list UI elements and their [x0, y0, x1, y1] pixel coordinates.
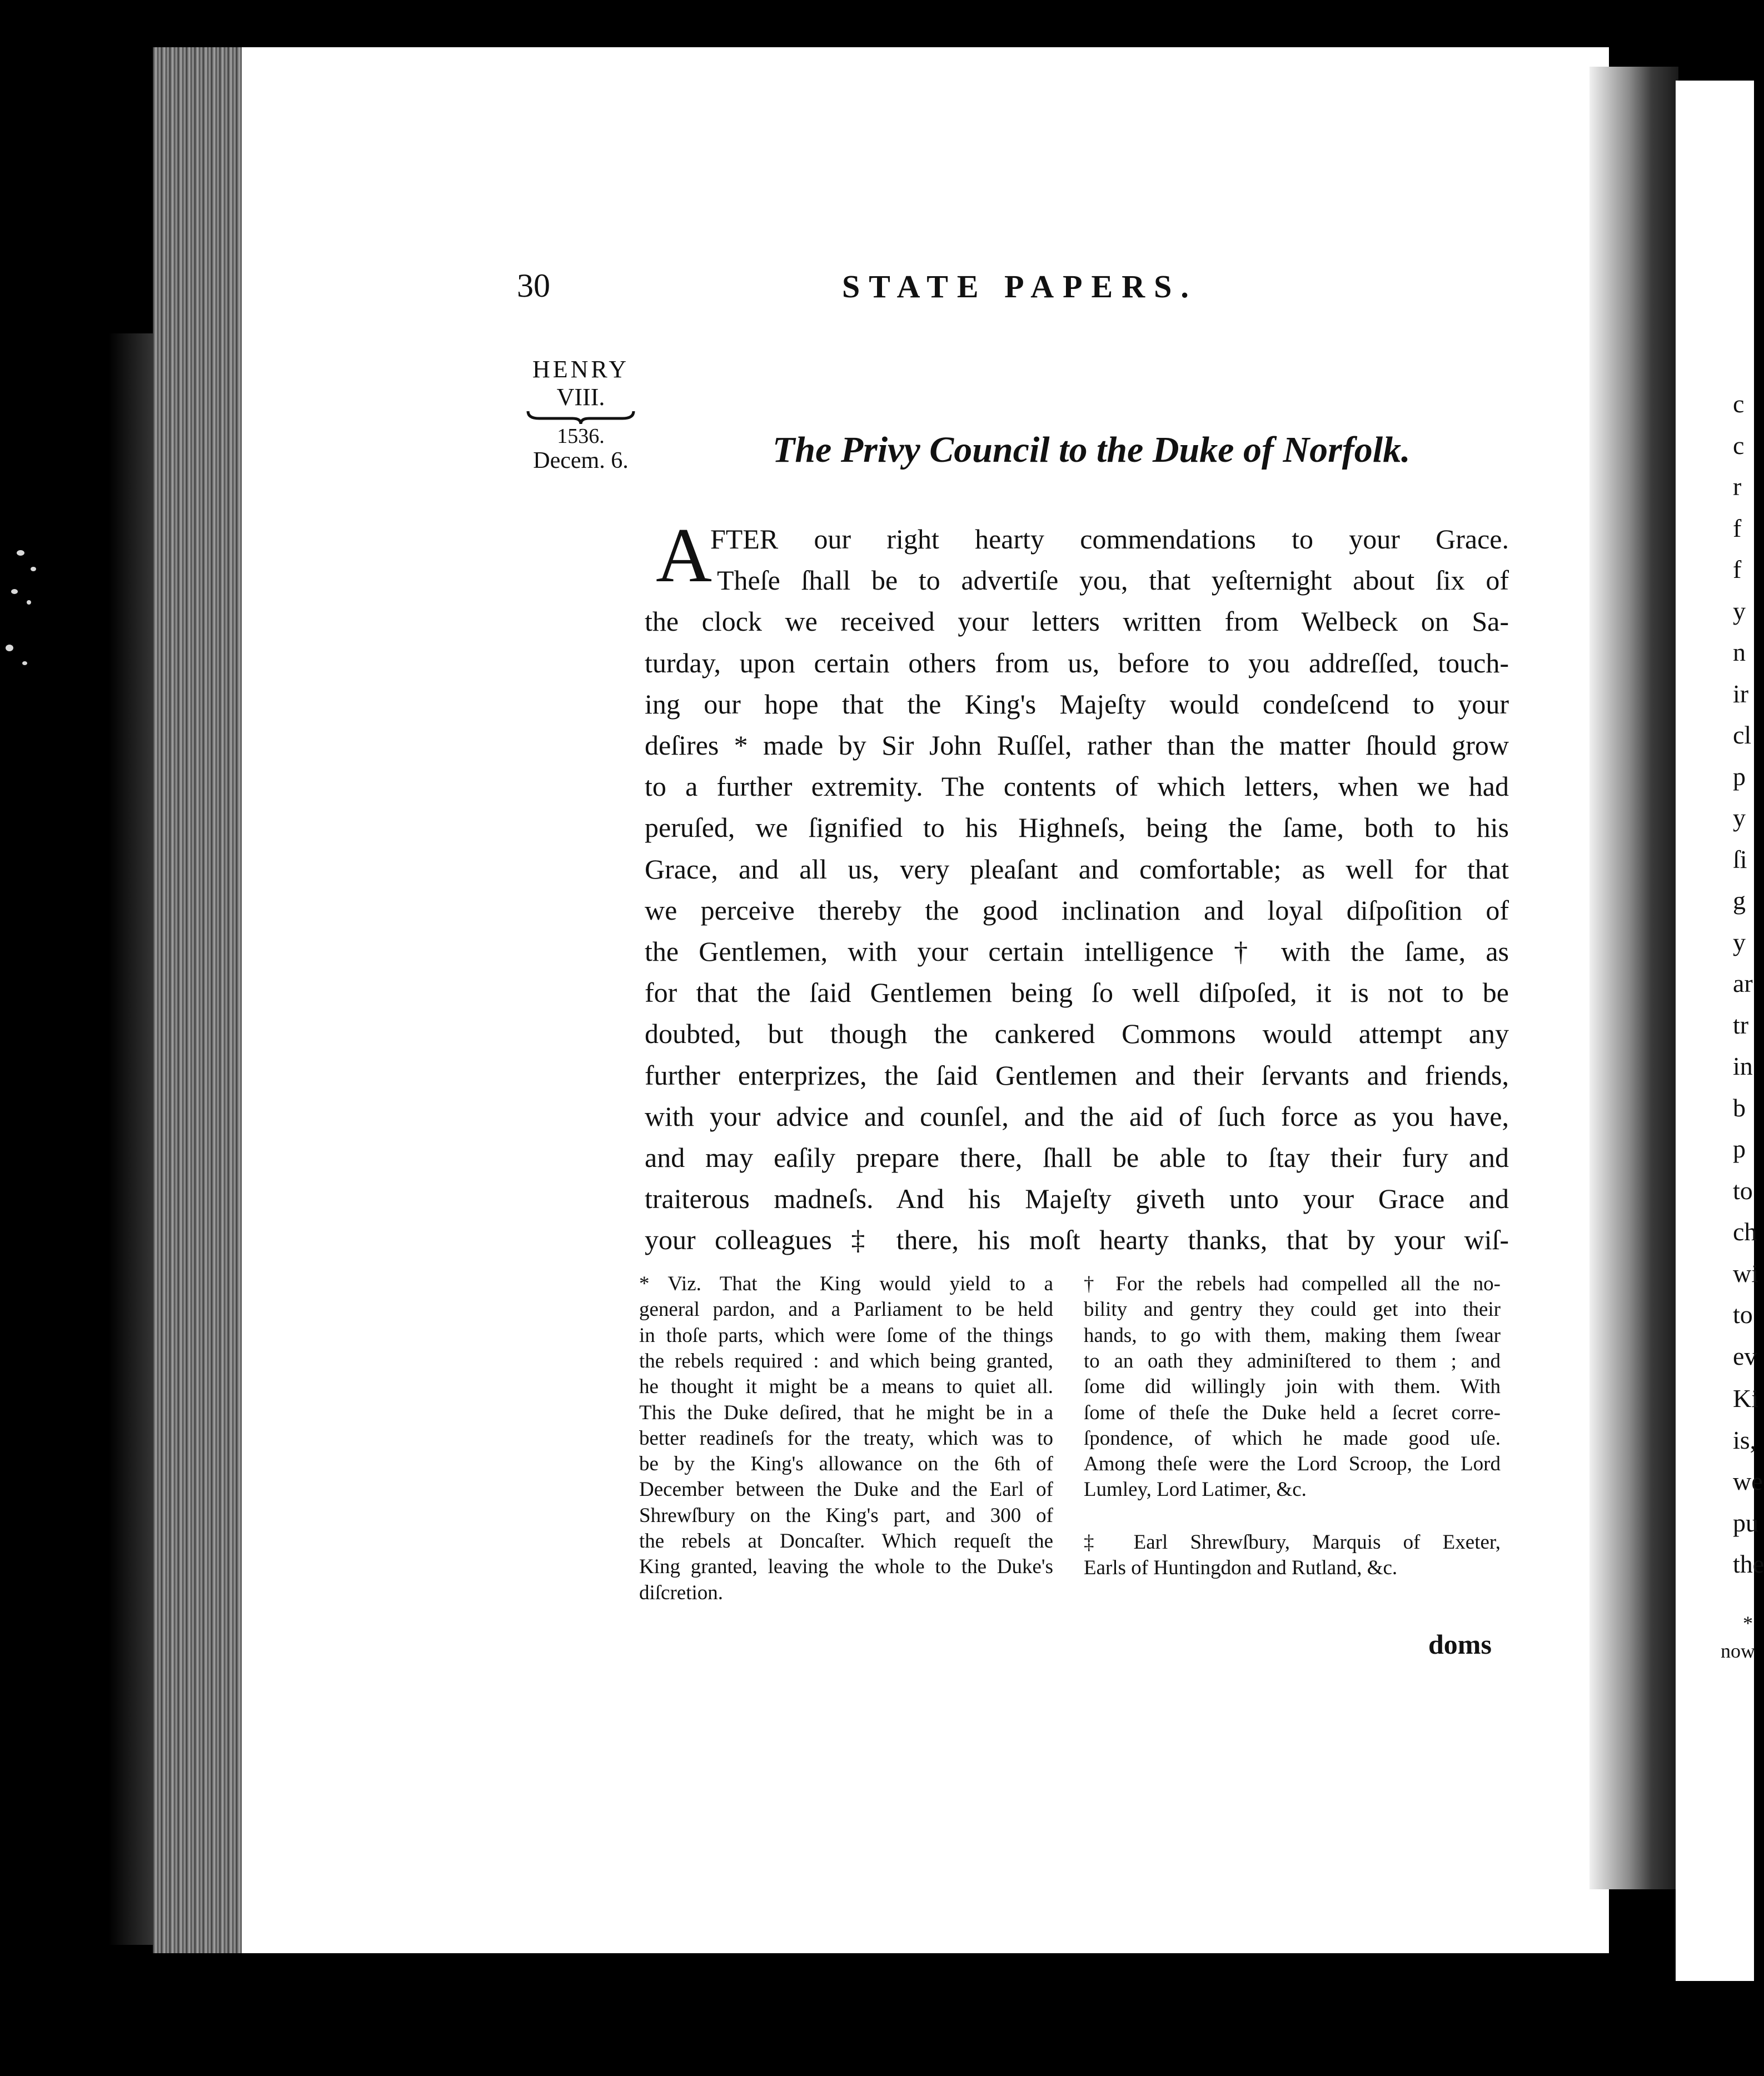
body-line: doubted, but though the cankered Commons would attempt any [645, 1018, 1509, 1050]
footnote-line: Lumley, Lord Latimer, &c. [1084, 1478, 1307, 1501]
brace-icon [525, 408, 636, 425]
body-line: we perceive thereby the good inclination and loyal diſpoſition of [645, 894, 1509, 926]
facing-line-fragment: the [1733, 1550, 1764, 1578]
body-line: the clock we received your letters written from Welbeck on Sa- [645, 606, 1509, 637]
footnote-line: to an oath they adminiſtered to them ; and [1084, 1349, 1501, 1373]
catchword: doms [1428, 1629, 1492, 1660]
body-line: peruſed, we ſignified to his Highneſs, being the ſame, both to his [645, 812, 1509, 844]
facing-line-fragment: Ki [1733, 1384, 1758, 1413]
facing-line-fragment: f [1733, 555, 1742, 583]
body-line: FTER our right hearty commendations to your Grace. [710, 523, 1509, 555]
facing-line-fragment: ir [1733, 679, 1749, 708]
running-head: STATE PAPERS. [842, 268, 1198, 305]
body-line: ing our hope that the King's Majeſty would condeſcend to your [645, 688, 1509, 720]
body-line: Theſe ſhall be to advertiſe you, that yeſternight about ſix of [717, 565, 1509, 596]
footnote-line: * Viz. That the King would yield to a [639, 1272, 1053, 1295]
footnote-line: diſcretion. [639, 1581, 724, 1604]
facing-line-fragment: y [1733, 927, 1746, 956]
gutter-shadow [1589, 67, 1678, 1889]
facing-line-fragment: b [1733, 1093, 1746, 1122]
facing-line-fragment: y [1733, 596, 1746, 625]
margin-note-year: 1536. [557, 425, 605, 448]
margin-note-regnal: VIII. [556, 383, 605, 411]
margin-note-date: Decem. 6. [533, 448, 629, 473]
facing-line-fragment: to [1733, 1176, 1753, 1205]
footnote-line: Shrewſbury on the King's part, and 300 of [639, 1504, 1053, 1527]
facing-line-fragment: p [1733, 1135, 1746, 1163]
footnote-line: general pardon, and a Parliament to be held [639, 1298, 1053, 1321]
facing-line-fragment: ch [1733, 1217, 1757, 1246]
body-line: traiterous madneſs. And his Majeſty giveth unto your Grace and [645, 1183, 1509, 1215]
scan-specks [0, 528, 50, 695]
facing-line-fragment: r [1733, 472, 1742, 501]
facing-line-fragment: we [1733, 1467, 1763, 1495]
footnote-line: bility and gentry they could get into their [1084, 1298, 1501, 1321]
footnote-line: December between the Duke and the Earl of [639, 1478, 1053, 1501]
body-line: your colleagues ‡ there, his moſt hearty thanks, that by your wiſ- [645, 1224, 1509, 1256]
letter-title: The Privy Council to the Duke of Norfolk. [773, 430, 1411, 470]
footnote-line: ſome did willingly join with them. With [1084, 1375, 1501, 1399]
facing-line-fragment: ſi [1733, 845, 1747, 874]
footnote-line: † For the rebels had compelled all the no- [1084, 1272, 1501, 1295]
facing-line-fragment: in [1733, 1052, 1753, 1080]
margin-note-king: HENRY [532, 356, 630, 383]
page-number: 30 [517, 267, 550, 304]
facing-line-fragment: f [1733, 513, 1742, 542]
footnote-line: hands, to go with them, making them ſwear [1084, 1324, 1501, 1347]
footnote-line: the rebels at Doncaſter. Which requeſt the [639, 1530, 1053, 1553]
facing-line-fragment: p [1733, 762, 1746, 791]
footnote-line: he thought it might be a means to quiet all. [639, 1375, 1053, 1399]
body-line: further enterprizes, the ſaid Gentlemen and their ſervants and friends, [645, 1059, 1509, 1091]
footnote-line: King granted, leaving the whole to the Duke's [639, 1555, 1053, 1579]
body-line: to a further extremity. The contents of which letters, when we had [645, 771, 1509, 802]
facing-line-fragment: c [1733, 390, 1745, 418]
facing-footnote-fragment: * [1743, 1612, 1753, 1634]
facing-line-fragment: is, [1733, 1425, 1757, 1454]
facing-line-fragment: y [1733, 804, 1746, 832]
drop-cap: A [656, 512, 712, 598]
body-line: with your advice and counſel, and the aid of ſuch force as you have, [645, 1100, 1509, 1132]
footnote-line: the rebels required : and which being granted, [639, 1349, 1053, 1373]
facing-footnote-fragment: now [1721, 1640, 1755, 1662]
footnote-line: be by the King's allowance on the 6th of [639, 1453, 1053, 1476]
facing-line-fragment: cl [1733, 721, 1752, 749]
footnote-line: Among theſe were the Lord Scroop, the Lord [1084, 1453, 1501, 1476]
footnote-line: This the Duke deſired, that he might be in a [639, 1401, 1053, 1424]
footnote-line: ‡ Earl Shrewſbury, Marquis of Exeter, [1084, 1531, 1501, 1554]
footnote-line: Earls of Huntingdon and Rutland, &c. [1084, 1556, 1398, 1580]
footnote-line: better readineſs for the treaty, which was to [639, 1426, 1053, 1450]
body-line: turday, upon certain others from us, before to you addreſſed, touch- [645, 647, 1509, 678]
facing-line-fragment: to [1733, 1300, 1753, 1329]
body-line: the Gentlemen, with your certain intelligence † with the ſame, as [645, 936, 1509, 967]
page-edge-shadow [108, 333, 158, 1945]
body-line: and may eaſily prepare there, ſhall be able to ſtay their fury and [645, 1142, 1509, 1173]
body-line: Grace, and all us, very pleaſant and comfortable; as well for that [645, 853, 1509, 885]
body-line: for that the ſaid Gentlemen being ſo well diſpoſed, it is not to be [645, 977, 1509, 1009]
body-line: deſires * made by Sir John Ruſſel, rather than the matter ſhould grow [645, 730, 1509, 761]
facing-line-fragment: n [1733, 638, 1746, 666]
book-page-edges [153, 47, 245, 1953]
facing-line-fragment: ar [1733, 969, 1753, 997]
facing-line-fragment: wi [1733, 1259, 1758, 1287]
facing-line-fragment: tr [1733, 1010, 1749, 1039]
footnote-line: in thoſe parts, which were ſome of the things [639, 1324, 1053, 1347]
footnote-line: ſpondence, of which he made good uſe. [1084, 1426, 1501, 1450]
facing-line-fragment: ev [1733, 1341, 1757, 1370]
facing-line-fragment: g [1733, 886, 1746, 915]
facing-line-fragment: pu [1733, 1508, 1758, 1537]
footnote-line: ſome of theſe the Duke held a ſecret corre- [1084, 1401, 1501, 1424]
facing-line-fragment: c [1733, 431, 1745, 460]
